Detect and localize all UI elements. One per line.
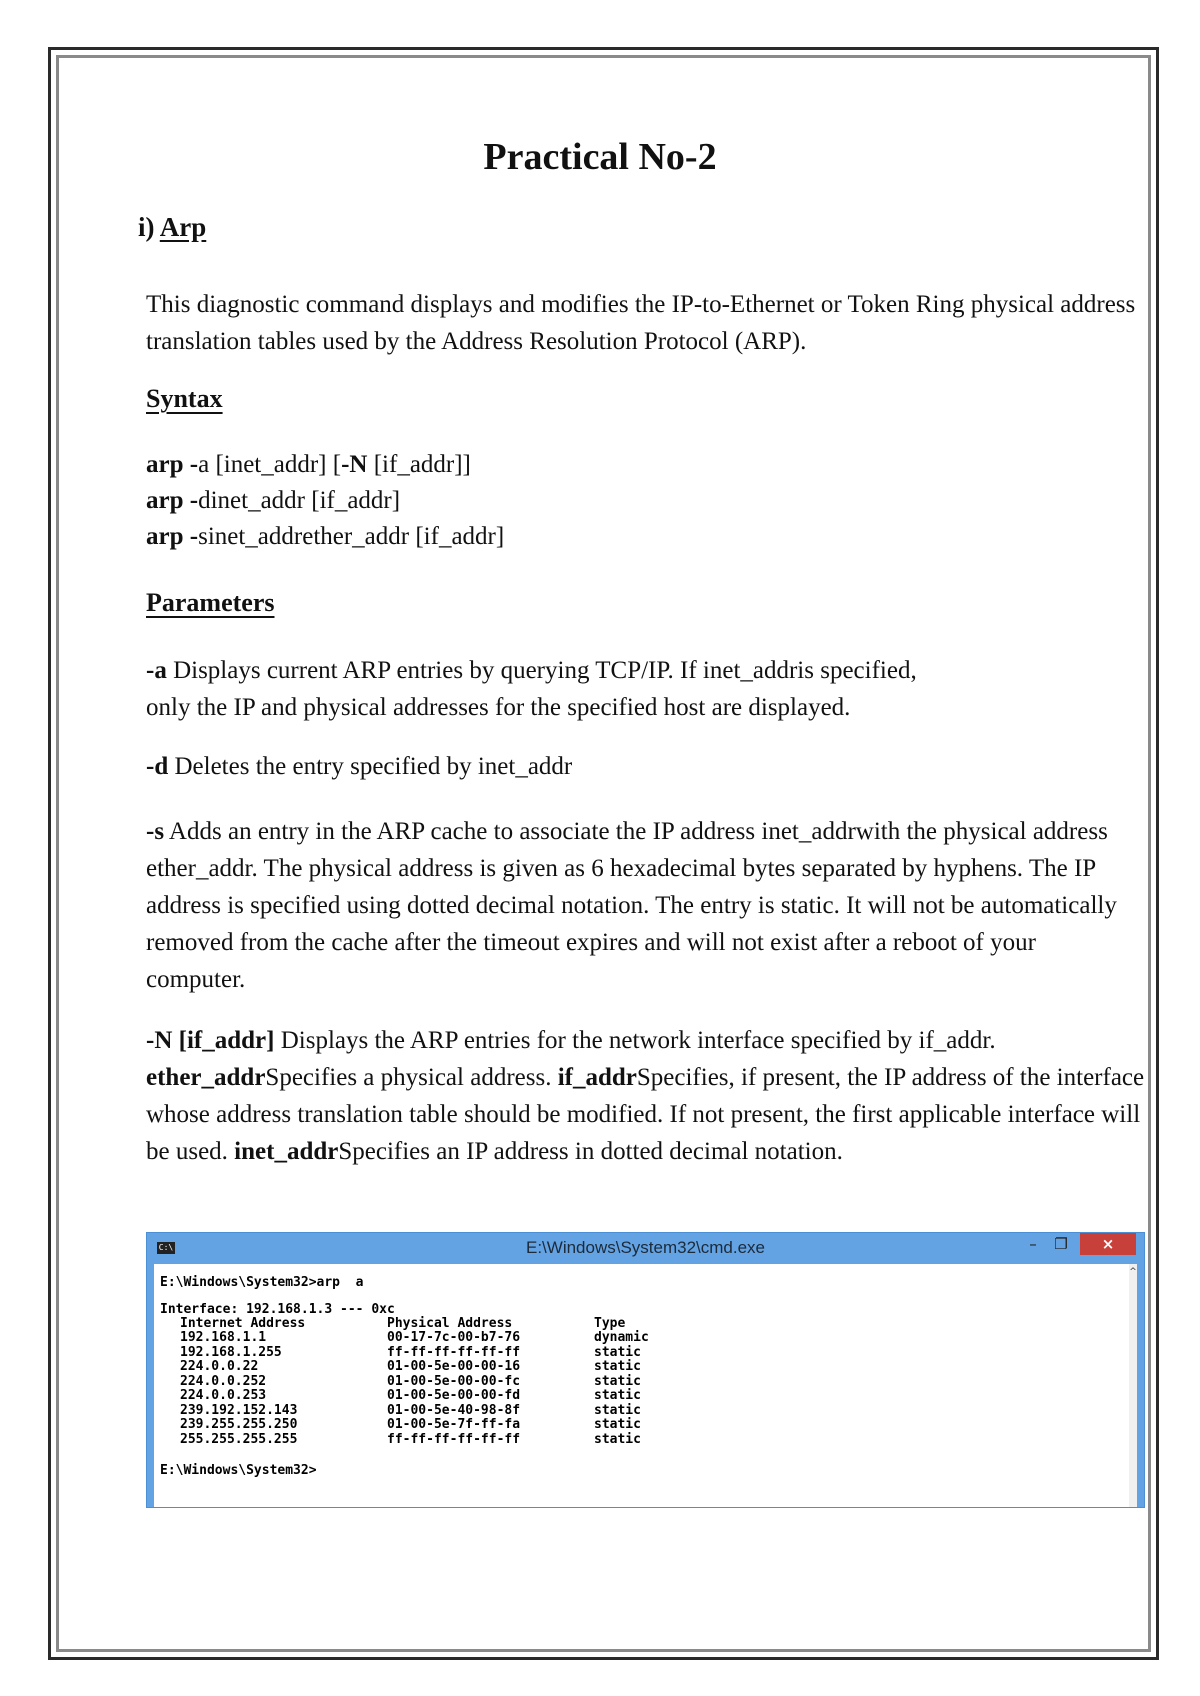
arp-mac: 01-00-5e-40-98-8f	[387, 1402, 521, 1418]
arp-mac: 01-00-5e-00-00-fc	[387, 1373, 521, 1389]
cmd-args: [if_addr]]	[367, 451, 471, 478]
cmd-args: inet_addr [if_addr]	[210, 487, 401, 514]
param-s	[146, 813, 1136, 998]
section-name: Arp	[159, 212, 207, 242]
minimize-icon[interactable]: –	[1029, 1235, 1037, 1253]
term-desc: Specifies a physical address.	[265, 1064, 558, 1091]
arp-ip: 224.0.0.253	[180, 1388, 267, 1403]
term-inet-addr: inet_addr	[234, 1138, 339, 1165]
col-header-physical-address: Physical Address	[387, 1316, 513, 1331]
term-desc: Specifies, if present, the IP address of the interface whose address translation table should be modified. If not present, the first applicable interface will be used.	[146, 1064, 1145, 1165]
arp-ip: 192.168.1.255	[180, 1344, 282, 1360]
param-d	[146, 748, 1146, 785]
scroll-up-icon[interactable]: ^	[1129, 1267, 1137, 1277]
cmd-flag: a	[198, 451, 210, 478]
arp-ip: 255.255.255.255	[180, 1431, 298, 1447]
param-flag: -a	[146, 657, 167, 684]
col-header-internet-address: Internet Address	[180, 1316, 306, 1331]
cmd-scrollbar[interactable]	[1129, 1264, 1137, 1507]
param-n	[146, 1022, 1146, 1170]
intro-paragraph: This diagnostic command displays and modifies the IP-to-Ethernet or Token Ring physical address translation tables used by the Address Resolution Protocol (ARP).	[146, 291, 1136, 355]
arp-type: static	[594, 1417, 641, 1432]
arp-mac: ff-ff-ff-ff-ff-ff	[387, 1431, 521, 1447]
syntax-line-3	[146, 519, 504, 555]
param-desc: Displays current ARP entries by querying TCP/IP. If inet_addris specified,	[166, 657, 917, 684]
cmd-flag-n: -N	[341, 451, 368, 478]
restore-icon[interactable]: ❐	[1054, 1235, 1068, 1253]
cmd-name: arp -	[146, 523, 199, 550]
arp-type: static	[594, 1431, 641, 1447]
arp-ip: 224.0.0.22	[180, 1359, 259, 1374]
arp-ip: 239.255.255.250	[180, 1417, 298, 1432]
syntax-line-2	[146, 483, 400, 519]
arp-mac: 01-00-5e-7f-ff-fa	[387, 1417, 521, 1432]
parameters-heading: Parameters	[146, 588, 275, 617]
arp-type: dynamic	[594, 1330, 649, 1345]
syntax-heading: Syntax	[146, 384, 223, 413]
cmd-prompt-1: E:\Windows\System32>arp a	[160, 1275, 364, 1290]
cmd-args: [inet_addr] [	[209, 451, 342, 478]
arp-mac: 01-00-5e-00-00-fd	[387, 1388, 521, 1403]
param-desc: Displays the ARP entries for the network interface specified by if_addr.	[274, 1027, 996, 1054]
arp-mac: 01-00-5e-00-00-16	[387, 1359, 521, 1374]
param-desc: Adds an entry in the ARP cache to associate the IP address inet_addrwith the physical address ether_addr. The physical address is given as 6 hexadecimal bytes separated by hyphens. The IP address is specified using dotted decimal notation. The entry is static. It will not be automatically removed from the cache after the timeout expires and will not exist after a reboot of your computer.	[146, 818, 1117, 993]
term-desc: Specifies an IP address in dotted decimal notation.	[338, 1138, 843, 1165]
arp-type: static	[594, 1344, 641, 1360]
cmd-window-title: E:\Windows\System32\cmd.exe	[525, 1238, 766, 1257]
param-desc: Deletes the entry specified by inet_addr	[168, 753, 573, 780]
param-a	[146, 652, 1146, 726]
cmd-flag: s	[198, 523, 208, 550]
cmd-prompt-2: E:\Windows\System32>	[160, 1463, 317, 1478]
cmd-args: inet_addrether_addr [if_addr]	[207, 523, 505, 550]
syntax-line-1	[146, 447, 471, 483]
cmd-flag: d	[198, 487, 211, 514]
close-icon[interactable]: ×	[1080, 1233, 1136, 1255]
term-ether-addr: ether_addr	[146, 1064, 266, 1091]
term-if-addr: if_addr	[557, 1064, 637, 1091]
param-flag: -s	[146, 818, 165, 845]
section-number: i)	[138, 212, 155, 242]
cmd-name: arp -	[146, 451, 199, 478]
arp-type: static	[594, 1359, 641, 1374]
arp-mac: 00-17-7c-00-b7-76	[387, 1330, 521, 1345]
arp-ip: 192.168.1.1	[180, 1330, 267, 1345]
arp-type: static	[594, 1373, 641, 1389]
arp-ip: 224.0.0.252	[180, 1373, 267, 1389]
cmd-titlebar	[147, 1233, 1144, 1263]
cmd-window	[146, 1232, 1145, 1508]
param-flag: -d	[146, 753, 169, 780]
cmd-console-output	[154, 1264, 1129, 1507]
arp-type: static	[594, 1402, 641, 1418]
param-flag: -N [if_addr]	[146, 1027, 275, 1054]
param-desc: only the IP and physical addresses for the specified host are displayed.	[146, 694, 851, 721]
arp-ip: 239.192.152.143	[180, 1402, 298, 1418]
page-title: Practical No-2	[483, 136, 717, 178]
section-heading	[138, 212, 206, 243]
cmd-icon: C:\	[158, 1243, 174, 1252]
arp-mac: ff-ff-ff-ff-ff-ff	[387, 1344, 521, 1360]
arp-type: static	[594, 1388, 641, 1403]
cmd-interface-line: Interface: 192.168.1.3 --- 0xc	[160, 1302, 395, 1317]
cmd-name: arp -	[146, 487, 199, 514]
col-header-type: Type	[594, 1316, 626, 1331]
